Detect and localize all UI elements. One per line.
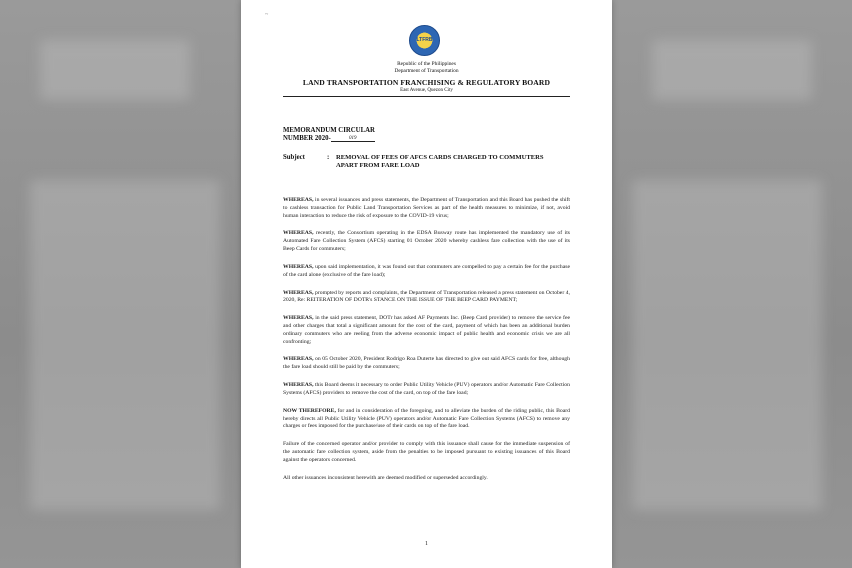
seal-lettering: LTFRB bbox=[416, 37, 433, 43]
page-number: 1 bbox=[425, 541, 428, 547]
subject-label: Subject bbox=[283, 154, 305, 161]
paragraph bbox=[283, 475, 570, 483]
paragraph bbox=[283, 315, 570, 346]
paragraph-lead: WHEREAS, bbox=[283, 382, 314, 389]
header-address: East Avenue, Quezon City bbox=[400, 88, 453, 93]
paragraph-text: Failure of the concerned operator and/or provider to comply with this issuance shall cause for the immediate suspension of the automatic fare collection system, aside from the penalties to be imposed pursuant to existing issuances of this Board against the operators concerned. bbox=[283, 441, 570, 463]
paragraph-lead: WHEREAS, bbox=[283, 315, 314, 322]
paragraph-text: All other issuances inconsistent herewith are deemed modified or superseded accordingly. bbox=[283, 474, 488, 481]
paragraph bbox=[283, 356, 570, 372]
paragraph-text: in several issuances and press statements, the Department of Transportation and this Board has pushed the shift to cashless transaction for Public Land Transportation Services as part of the health measures to minimize, if not, avoid human interaction to reduce the risk of exposure to the COVID-19 virus; bbox=[283, 197, 570, 219]
paragraph-text: on 05 October 2020, President Rodrigo Roa Duterte has directed to give out said AFCS cards for free, although the fare load should still be paid by the commuters; bbox=[283, 356, 570, 371]
corner-mark: ~ bbox=[265, 12, 269, 18]
paragraph-text: prompted by reports and complaints, the Department of Transportation released a press statement on October 4, 2020, Re: REITERATION OF DOTR's STANCE ON THE ISSUE OF THE BEEP CARD PAYMENT; bbox=[283, 289, 570, 304]
paragraph-lead: WHEREAS, bbox=[283, 263, 314, 270]
memo-body bbox=[283, 197, 570, 493]
memo-number bbox=[283, 135, 375, 142]
paragraph bbox=[283, 408, 570, 431]
header-divider bbox=[283, 96, 570, 97]
paragraph bbox=[283, 197, 570, 220]
background-blur-right bbox=[612, 0, 852, 568]
subject-text: REMOVAL OF FEES OF AFCS CARDS CHARGED TO COMMUTERS APART FROM FARE LOAD bbox=[336, 154, 544, 169]
paragraph-text: recently, the Consortium operating in the EDSA Busway route has implemented the mandatory use of its Automated Fare Collection System (AFCS) starting 01 October 2020 whereby cashless fare collection with the use of its Beep Cards for commuters; bbox=[283, 230, 570, 252]
paragraph-text: this Board deems it necessary to order Public Utility Vehicle (PUV) operators and/or Automatic Fare Collection Systems (AFCS) providers to remove the cost of the card, on top of the fare load; bbox=[283, 382, 570, 396]
paragraph-lead: NOW THEREFORE, bbox=[283, 407, 336, 414]
paragraph bbox=[283, 441, 570, 464]
paragraph bbox=[283, 230, 570, 253]
header-department: Department of Transportation bbox=[394, 68, 459, 74]
header-board-name: LAND TRANSPORTATION FRANCHISING & REGULATORY BOARD bbox=[302, 78, 551, 87]
subject-colon: : bbox=[327, 154, 330, 161]
paragraph-text: upon said implementation, it was found out that commuters are compelled to pay a certain fee for the purchase of the card alone (exclusive of the fare load); bbox=[283, 263, 570, 278]
paragraph bbox=[283, 382, 570, 398]
paragraph bbox=[283, 290, 570, 306]
header-republic: Republic of the Philippines bbox=[397, 61, 456, 67]
paragraph-lead: WHEREAS, bbox=[283, 356, 314, 363]
paragraph-lead: WHEREAS, bbox=[283, 289, 314, 296]
memo-title: MEMORANDUM CIRCULAR bbox=[283, 127, 375, 134]
ltfrb-seal-icon bbox=[409, 25, 440, 56]
paragraph-lead: WHEREAS, bbox=[283, 197, 314, 203]
paragraph-text: in the said press statement, DOTr has asked AF Payments Inc. (Beep Card provider) to remove the service fee and other charges that total a significant amount for the cost of the card, payment of which has been an additional burden ordinary commuters who are reeling from the adverse economic impact of public health and economic crisis we are all confronting; bbox=[283, 315, 570, 345]
paragraph bbox=[283, 264, 570, 280]
background-blur-left bbox=[0, 0, 241, 568]
memo-number-value: 019 bbox=[331, 136, 375, 142]
paragraph-text: for and in consideration of the foregoing, and to alleviate the burden of the riding public, this Board hereby directs all Public Utility Vehicle (PUV) operators and/or Automatic Fare Collection Systems (AFCS) to remove any charges or fees imposed for the purchase/use of their cards on top of the fare load. bbox=[283, 407, 570, 430]
memo-number-label: NUMBER 2020- bbox=[283, 135, 331, 142]
document-page bbox=[241, 0, 612, 568]
paragraph-lead: WHEREAS, bbox=[283, 230, 314, 237]
